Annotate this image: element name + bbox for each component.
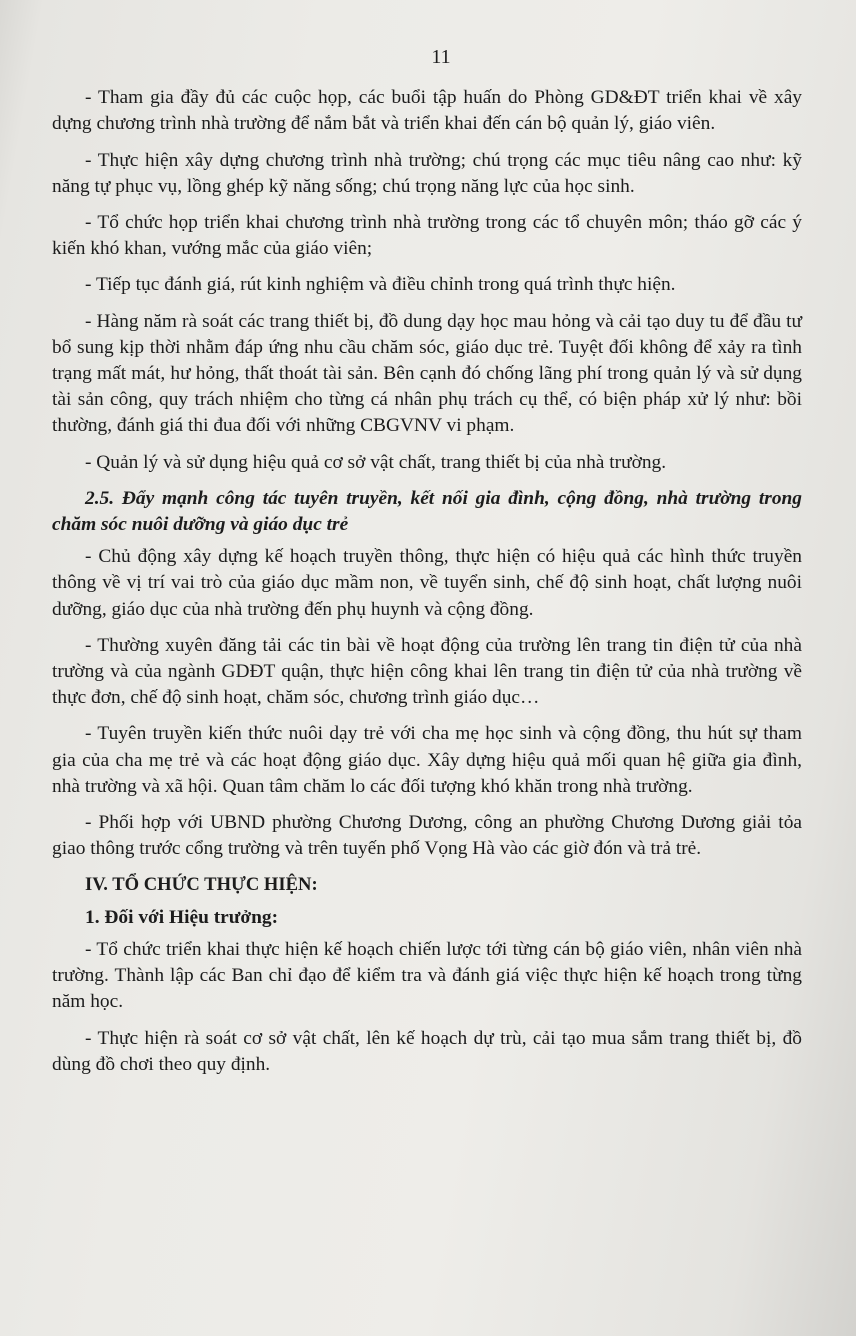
sub-heading-principal: 1. Đối với Hiệu trưởng:: [85, 906, 279, 928]
paragraph: - Tuyên truyền kiến thức nuôi dạy trẻ với cha mẹ học sinh và cộng đồng, thu hút sự tham gia của cha mẹ trẻ và các hoạt động giáo dục. Xây dựng hiệu quả mối quan hệ giữa gia đình, nhà trường và xã hội. Quan tâm chăm lo các đối tượng khó khăn trong nhà trường.: [52, 723, 802, 797]
paragraph: - Thực hiện xây dựng chương trình nhà trường; chú trọng các mục tiêu nâng cao như: kỹ năng tự phục vụ, lồng ghép kỹ năng sống; chú trọng năng lực của học sinh.: [52, 149, 802, 197]
paragraph: - Thực hiện rà soát cơ sở vật chất, lên kế hoạch dự trù, cải tạo mua sắm trang thiết bị, đồ dùng đồ chơi theo quy định.: [52, 1027, 802, 1075]
paragraph: - Tiếp tục đánh giá, rút kinh nghiệm và điều chỉnh trong quá trình thực hiện.: [85, 274, 676, 296]
paragraph: - Thường xuyên đăng tải các tin bài về hoạt động của trường lên trang tin điện tử của nhà trường và của ngành GDĐT quận, thực hiện công khai lên trang tin điện tử của nhà trường về thực đơn, chế độ sinh hoạt, chăm sóc, chương trình giáo dục…: [52, 634, 802, 709]
paragraph: - Tham gia đầy đủ các cuộc họp, các buổi tập huấn do Phòng GD&ĐT triển khai về xây dựng chương trình nhà trường để nắm bắt và triển khai đến cán bộ quản lý, giáo viên.: [52, 87, 802, 135]
paragraph: - Chủ động xây dựng kế hoạch truyền thông, thực hiện có hiệu quả các hình thức truyền thông về vị trí vai trò của giáo dục mầm non, về tuyển sinh, chế độ sinh hoạt, chất lượng nuôi dưỡng, giáo dục của nhà trường đến phụ huynh và cộng đồng.: [52, 546, 802, 620]
paragraph: - Phối hợp với UBND phường Chương Dương, công an phường Chương Dương giải tỏa giao thông trước cổng trường và trên tuyến phố Vọng Hà vào các giờ đón và trả trẻ.: [52, 812, 802, 860]
paragraph: - Tổ chức họp triển khai chương trình nhà trường trong các tổ chuyên môn; tháo gỡ các ý kiến khó khan, vướng mắc của giáo viên;: [52, 212, 802, 260]
page-number: 11: [431, 46, 451, 68]
paragraph: - Tổ chức triển khai thực hiện kế hoạch chiến lược tới từng cán bộ giáo viên, nhân viên nhà trường. Thành lập các Ban chỉ đạo để kiểm tra và đánh giá việc thực hiện kế hoạch trong từng năm học.: [52, 938, 802, 1013]
paragraph: - Hàng năm rà soát các trang thiết bị, đồ dung dạy học mau hỏng và cải tạo duy tu để đầu tư bổ sung kịp thời nhằm đáp ứng nhu cầu chăm sóc, giáo dục trẻ. Tuyệt đối không để xảy ra tình trạng mất mát, hư hỏng, thất thoát tài sản. Bên cạnh đó chống lãng phí trong quản lý và sử dụng tài sản công, quy trách nhiệm cho từng cá nhân phụ trách cụ thể, có biện pháp xử lý như: bồi thường, đánh giá thi đua đối với những CBGVNV vi phạm.: [52, 310, 802, 437]
section-heading-2-5: 2.5. Đẩy mạnh công tác tuyên truyền, kết nối gia đình, cộng đồng, nhà trường trong chăm sóc nuôi dưỡng và giáo dục trẻ: [52, 487, 802, 536]
document-page: [52, 44, 802, 1088]
section-heading-iv: IV. TỔ CHỨC THỰC HIỆN:: [85, 874, 318, 896]
paragraph: - Quản lý và sử dụng hiệu quả cơ sở vật chất, trang thiết bị của nhà trường.: [85, 451, 667, 473]
